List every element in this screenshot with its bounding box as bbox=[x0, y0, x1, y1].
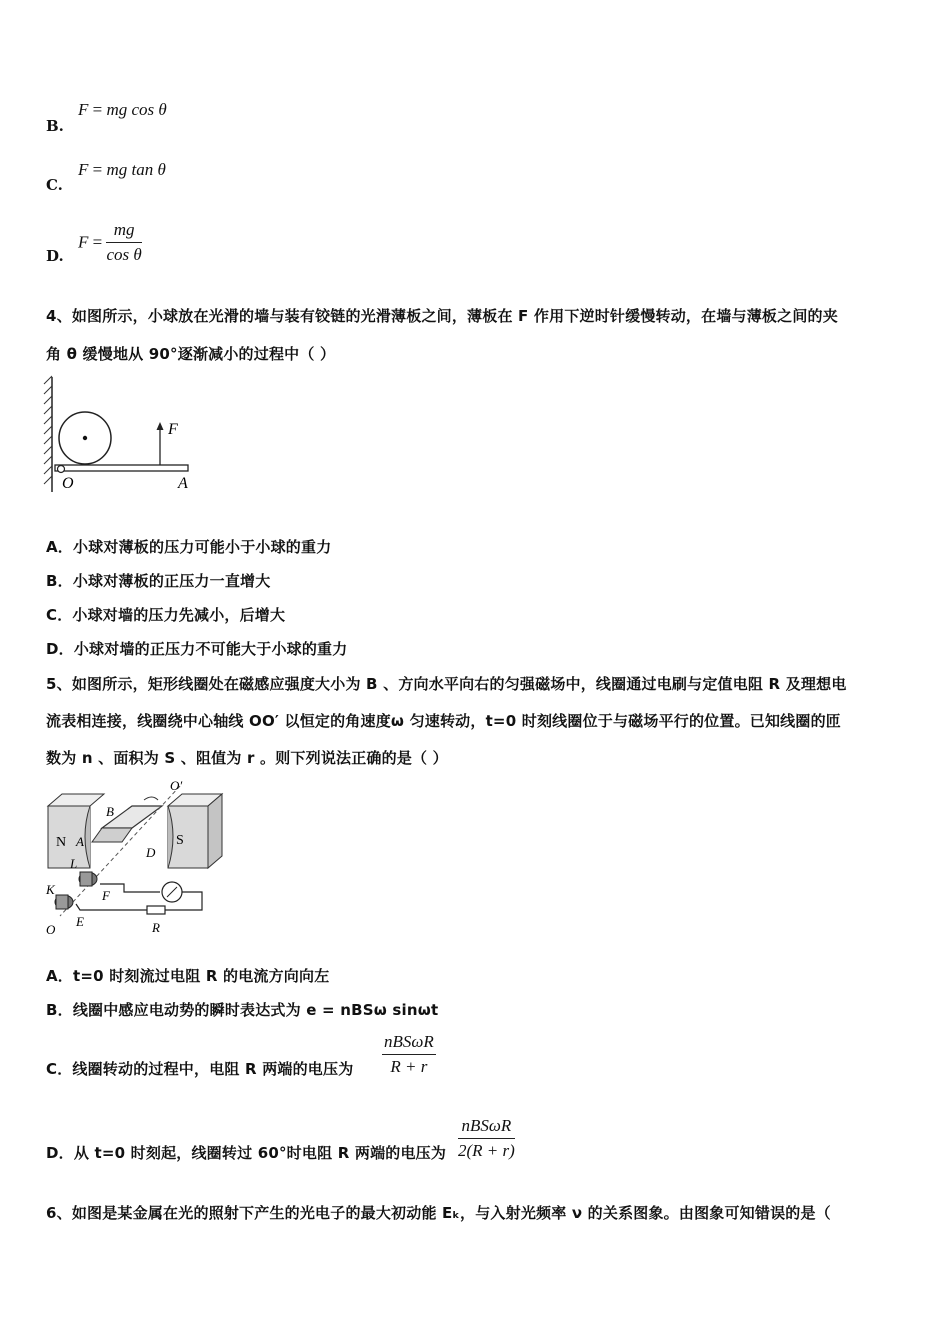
q4-option-d: D．小球对墙的正压力不可能大于小球的重力 bbox=[46, 640, 348, 658]
fraction-numerator: nBSωR bbox=[458, 1116, 515, 1139]
fraction bbox=[382, 1032, 436, 1077]
q4-label-a: A bbox=[178, 475, 188, 492]
option-label-b: B. bbox=[46, 117, 64, 135]
q5-option-c-text: C．线圈转动的过程中，电阻 R 两端的电压为 bbox=[46, 1060, 354, 1078]
fraction-numerator: mg bbox=[106, 220, 141, 243]
q5-label-r: R bbox=[152, 920, 160, 935]
q4-stem-line2: 角 θ 缓慢地从 90°逐渐减小的过程中（ ） bbox=[46, 345, 336, 363]
q5-label-d: D bbox=[146, 845, 156, 860]
q4-label-f: F bbox=[168, 421, 178, 438]
formula-lhs: F bbox=[78, 100, 89, 119]
fraction-denominator: 2(R + r) bbox=[458, 1141, 515, 1160]
formula-rhs: mg tan θ bbox=[106, 160, 166, 179]
q5-label-s: S bbox=[176, 833, 184, 848]
q6-stem-line1: 6、如图是某金属在光的照射下产生的光电子的最大初动能 Eₖ，与入射光频率 ν 的关系图象。由图象可知错误的是（ bbox=[46, 1204, 831, 1222]
formula-d: F = $\frac{mg}{\text{cos θ}}$ bbox=[78, 220, 142, 264]
q5-label-o: O bbox=[46, 922, 56, 937]
q5-option-c-formula bbox=[382, 1032, 436, 1077]
fraction bbox=[106, 220, 141, 265]
formula-c: F = mg tan θ bbox=[78, 160, 166, 179]
q5-label-a: A bbox=[76, 834, 84, 849]
q5-label-oprime: O′ bbox=[170, 778, 183, 793]
q5-label-e: E bbox=[76, 914, 84, 929]
q5-stem-line1: 5、如图所示，矩形线圈处在磁感应强度大小为 B 、方向水平向右的匀强磁场中，线圈通过电刷与定值电阻 R 及理想电 bbox=[46, 675, 847, 693]
q5-label-k: K bbox=[46, 882, 55, 897]
q4-option-b: B．小球对薄板的正压力一直增大 bbox=[46, 572, 271, 590]
q5-stem-line2: 流表相连接，线圈绕中心轴线 OO′ 以恒定的角速度ω 匀速转动，t=0 时刻线圈位于与磁场平行的位置。已知线圈的匝 bbox=[46, 712, 841, 730]
q5-option-b: B．线圈中感应电动势的瞬时表达式为 e = nBSω sinωt bbox=[46, 1001, 439, 1019]
formula-lhs: F bbox=[78, 160, 89, 179]
q5-label-b: B bbox=[106, 804, 114, 819]
formula-rhs: mg cos θ bbox=[106, 100, 167, 119]
q5-option-a: A．t=0 时刻流过电阻 R 的电流方向向左 bbox=[46, 967, 330, 985]
q5-figure bbox=[40, 776, 230, 941]
q4-figure bbox=[40, 372, 200, 497]
q5-option-d-formula bbox=[458, 1116, 515, 1161]
option-label-d: D. bbox=[46, 247, 64, 265]
formula-lhs: F bbox=[78, 232, 89, 252]
q4-option-a: A．小球对薄板的压力可能小于小球的重力 bbox=[46, 538, 332, 556]
fraction-denominator: R + r bbox=[390, 1057, 428, 1076]
fraction-denominator: cos θ bbox=[106, 245, 142, 264]
q4-stem-line1: 4、如图所示，小球放在光滑的墙与装有铰链的光滑薄板之间，薄板在 F 作用下逆时针缓慢转动，在墙与薄板之间的夹 bbox=[46, 307, 838, 325]
fraction bbox=[458, 1116, 515, 1161]
q4-label-o: O bbox=[62, 475, 74, 492]
q5-label-l: L bbox=[70, 856, 78, 871]
option-label-c: C. bbox=[46, 176, 63, 194]
q5-label-n: N bbox=[56, 835, 67, 850]
q4-option-c: C．小球对墙的压力先减小，后增大 bbox=[46, 606, 286, 624]
q5-stem-line3: 数为 n 、面积为 S 、阻值为 r 。则下列说法正确的是（ ） bbox=[46, 749, 448, 767]
q5-option-d-text: D．从 t=0 时刻起，线圈转过 60°时电阻 R 两端的电压为 bbox=[46, 1144, 447, 1162]
formula-b: F = mg cos θ bbox=[78, 100, 167, 119]
q5-label-f: F bbox=[102, 888, 110, 903]
fraction-numerator: nBSωR bbox=[382, 1032, 436, 1055]
